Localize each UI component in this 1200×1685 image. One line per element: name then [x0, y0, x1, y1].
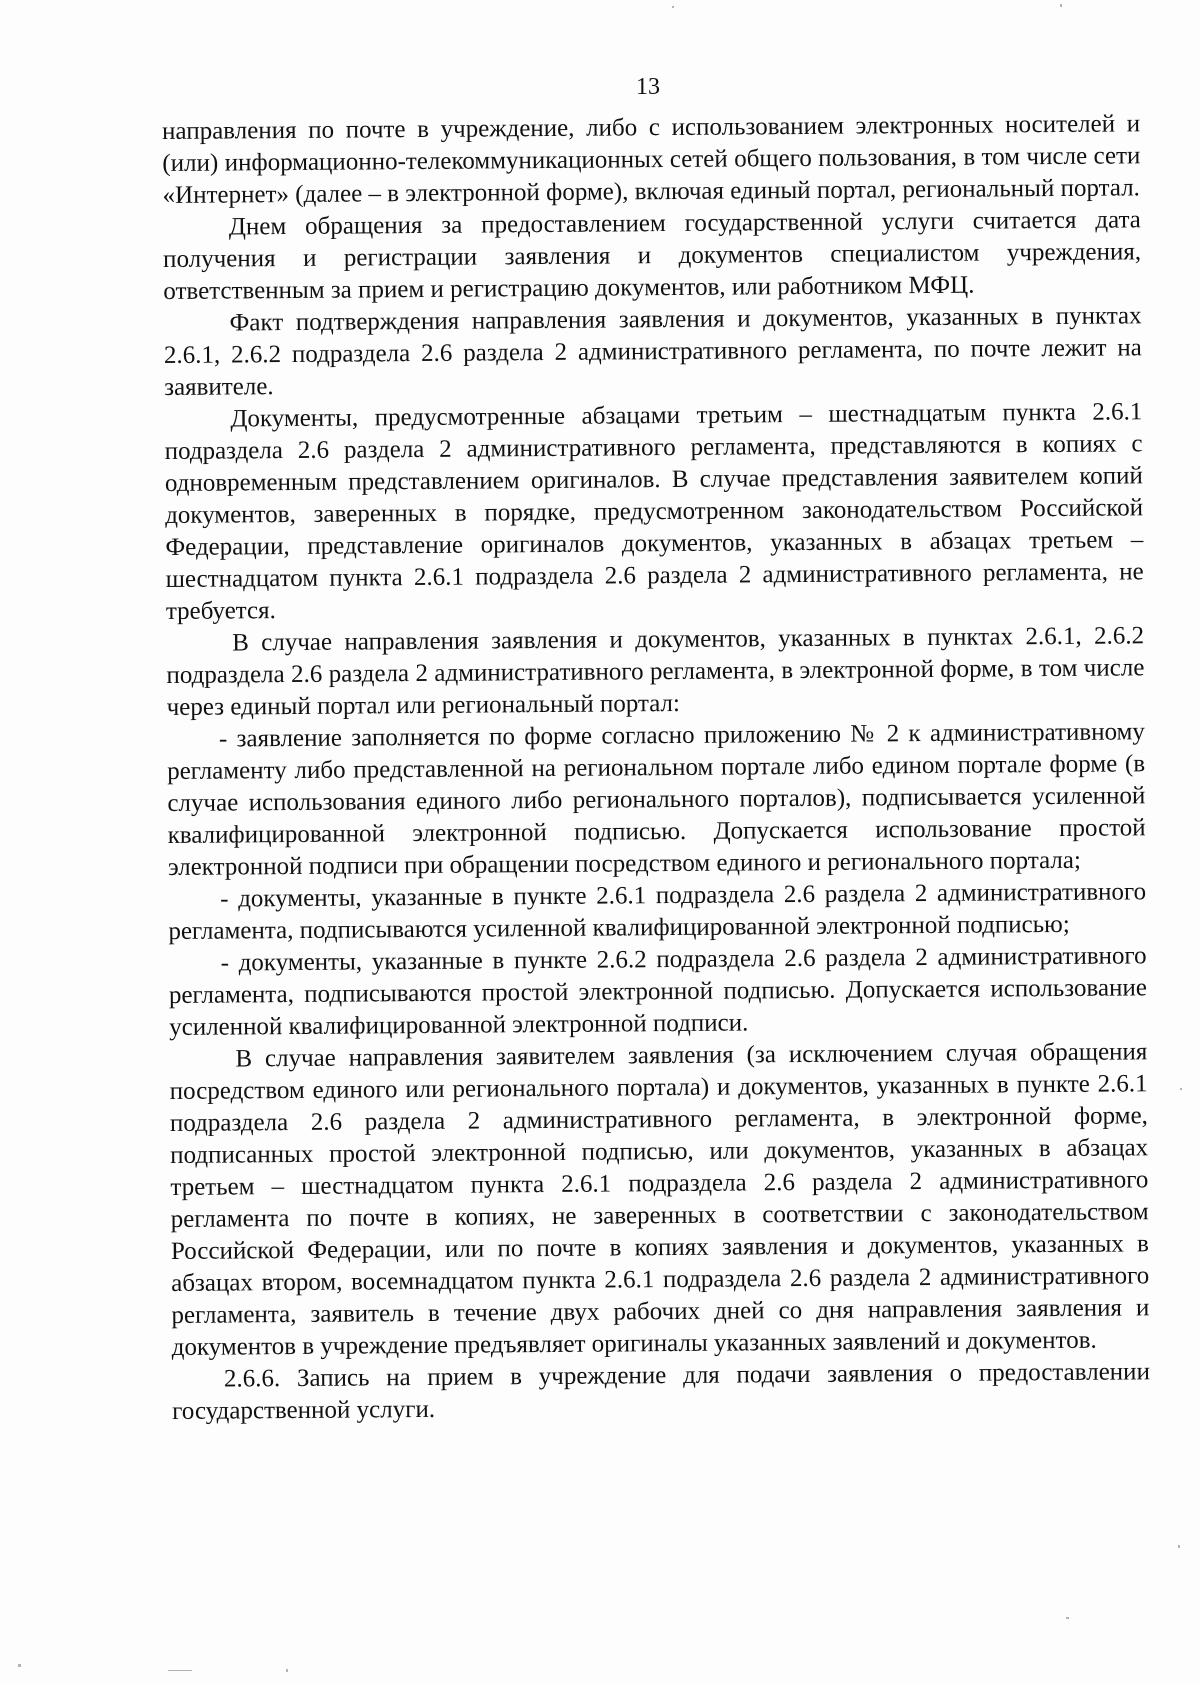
section-2-6-6: 2.6.6. Запись на прием в учреждение для подачи заявления о предоставлении государственной услуги.	[172, 1358, 1150, 1425]
list-item-documents-2-6-2: - документы, указанные в пункте 2.6.2 подраздела 2.6 раздела 2 административного регламента, подписываются простой электронной подписью. Допускается использование усиленной квалифицированной электронной подписи.	[168, 942, 1147, 1041]
scan-dot	[1060, 4, 1062, 7]
scan-dot	[18, 1664, 21, 1667]
paragraph-electronic-submission: В случае направления заявления и документов, указанных в пунктах 2.6.1, 2.6.2 подраздела 2.6 раздела 2 административного регламента, в электронной форме, в том числе через единый портал или региональный портал:	[166, 622, 1145, 721]
scan-dot	[286, 1669, 288, 1672]
paragraph-document-copies: Документы, предусмотренные абзацами третьим – шестнадцатым пункта 2.6.1 подраздела 2.6 раздела 2 административного регламента, представляются в копиях с одновременным представлением оригиналов. В случае представления заявителем копий документов, заверенных в порядке, предусмотренном законодательством Российской Федерации, представление оригиналов документов, указанных в абзацах третьем – шестнадцатом пункта 2.6.1 подраздела 2.6 раздела 2 административного регламента, не требуется.	[164, 398, 1144, 625]
paragraph-postal-confirmation: Факт подтверждения направления заявления и документов, указанных в пунктах 2.6.1, 2.6.2 подраздела 2.6 раздела 2 административного регламента, по почте лежит на заявителе.	[163, 302, 1142, 401]
scan-dot	[168, 1670, 192, 1671]
paragraph-originals-presentation: В случае направления заявителем заявления (за исключением случая обращения посредством единого или регионального портала) и документов, указанных в пункте 2.6.1 подраздела 2.6 раздела 2 административного регламента, в электронной форме, подписанных простой электронной подписью, или документов, указанных в абзацах третьем – шестнадцатом пункта 2.6.1 подраздела 2.6 раздела 2 административного регламента по почте в копиях, не заверенных в соответствии с законодательством Российской Федерации, или по почте в копиях заявления и документов, указанных в абзацах втором, восемнадцатом пункта 2.6.1 подраздела 2.6 раздела 2 административного регламента, заявитель в течение двух рабочих дней со дня направления заявления и документов в учреждение предъявляет оригиналы указанных заявлений и документов.	[169, 1038, 1150, 1361]
list-item-documents-2-6-1: - документы, указанные в пункте 2.6.1 подраздела 2.6 раздела 2 административного регламента, подписываются усиленной квалифицированной электронной подписью;	[168, 878, 1147, 945]
scan-dot	[1178, 1545, 1180, 1548]
scan-dot	[1180, 1088, 1182, 1090]
page-number: 13	[636, 74, 660, 100]
scan-dot	[672, 6, 674, 8]
document-body	[162, 108, 1150, 1428]
paragraph-application-date: Днем обращения за предоставлением государственной услуги считается дата получения и регистрации заявления и документов специалистом учреждения, ответственным за прием и регистрацию документов, или работником МФЦ.	[163, 206, 1142, 305]
paragraph-continuation: направления по почте в учреждение, либо с использованием электронных носителей и (или) информационно-телекоммуникационных сетей общего пользования, в том числе сети «Интернет» (далее – в электронной форме), включая единый портал, региональный портал.	[162, 110, 1141, 209]
scan-dot	[1066, 1617, 1069, 1619]
list-item-application-form: - заявление заполняется по форме согласно приложению № 2 к административному регламенту либо представленной на региональном портале либо едином портале форме (в случае использования единого либо регионального порталов), подписывается усиленной квалифицированной электронной подписью. Допускается использование простой электронной подписи при обращении посредством единого и регионального портала;	[167, 718, 1146, 881]
